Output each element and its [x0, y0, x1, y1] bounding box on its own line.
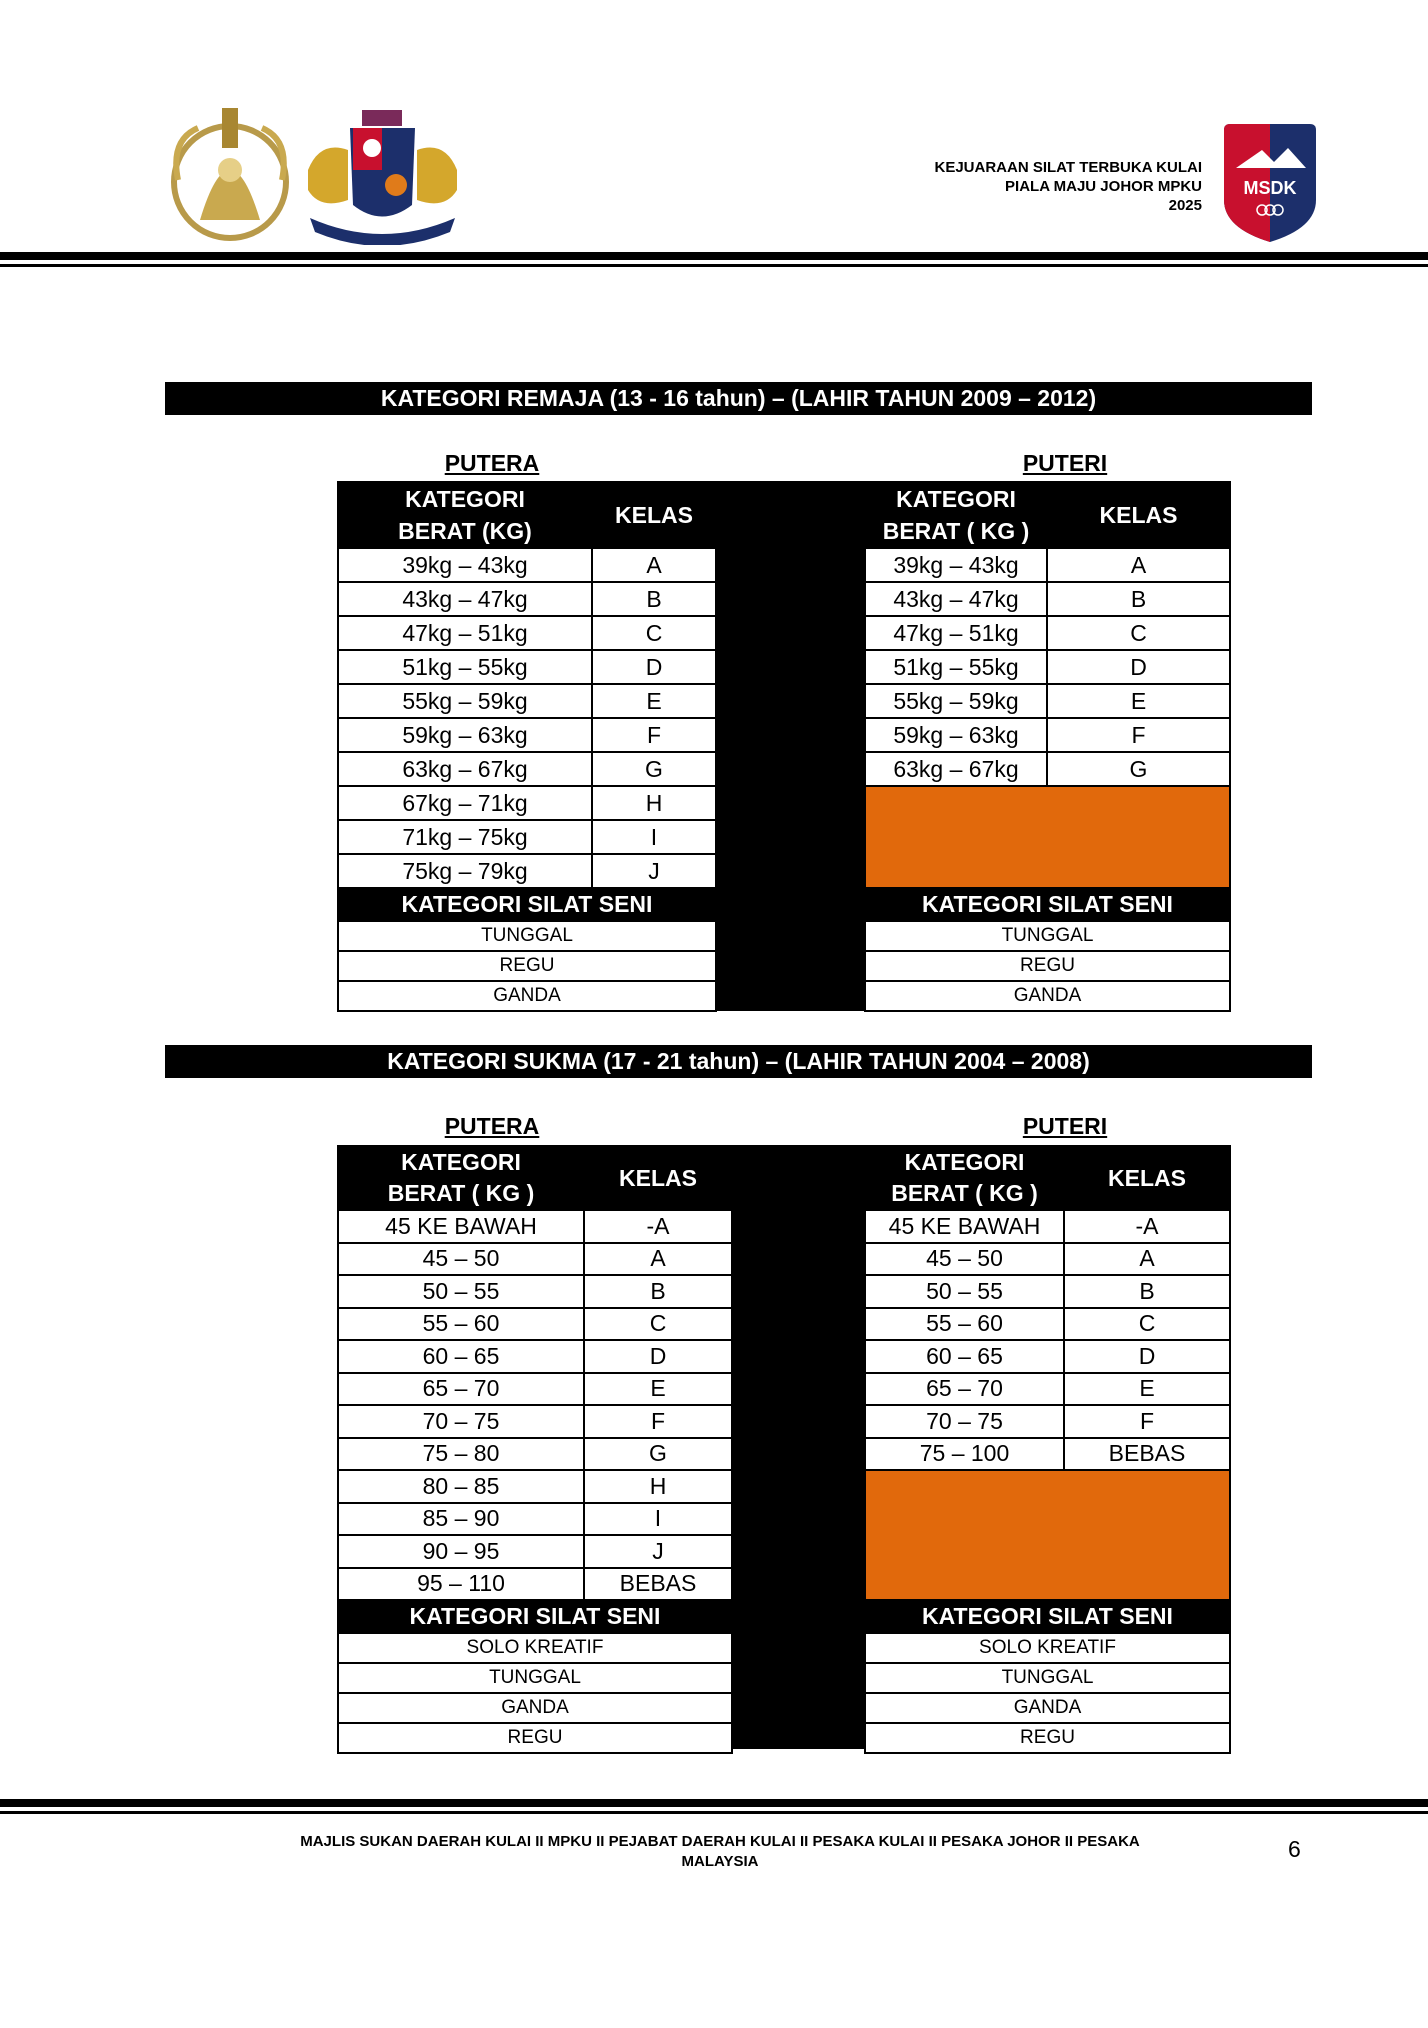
- weight-range-cell: 43kg – 47kg: [865, 582, 1047, 616]
- class-cell: C: [592, 616, 716, 650]
- event-header-text: [935, 158, 1203, 215]
- remaja-puteri-label: PUTERI: [1022, 450, 1108, 476]
- class-cell: H: [584, 1470, 732, 1503]
- class-cell: E: [1047, 684, 1230, 718]
- remaja-puteri-table: [864, 481, 1231, 1012]
- table-row: [338, 1275, 732, 1308]
- weight-header-line1: KATEGORI: [904, 1149, 1025, 1175]
- weight-range-cell: 59kg – 63kg: [338, 718, 592, 752]
- table-row: [338, 1308, 732, 1341]
- footer-line-2: MALAYSIA: [681, 1853, 759, 1870]
- class-cell: -A: [584, 1210, 732, 1243]
- sukma-putera-label: PUTERA: [444, 1113, 540, 1139]
- table-row: [865, 548, 1230, 582]
- majlis-perbandaran-kulai-logo: [300, 110, 465, 245]
- class-cell: I: [592, 820, 716, 854]
- class-cell: G: [584, 1438, 732, 1471]
- weight-header-line2: BERAT ( KG ): [387, 1180, 535, 1206]
- table-row: [338, 1340, 732, 1373]
- table-row: [865, 921, 1230, 951]
- weight-range-cell: 85 – 90: [338, 1503, 584, 1536]
- table-row: [338, 616, 716, 650]
- seni-event-cell: GANDA: [338, 1693, 732, 1723]
- weight-range-cell: 51kg – 55kg: [338, 650, 592, 684]
- table-row: [338, 1723, 732, 1753]
- table-row: [338, 1663, 732, 1693]
- class-cell: F: [1047, 718, 1230, 752]
- class-cell: A: [592, 548, 716, 582]
- weight-range-cell: 45 KE BAWAH: [338, 1210, 584, 1243]
- empty-category-filler: [865, 786, 1230, 888]
- table-row: [865, 752, 1230, 786]
- seni-event-cell: REGU: [338, 951, 716, 981]
- class-cell: C: [584, 1308, 732, 1341]
- table-row: [865, 1663, 1230, 1693]
- table-row: [865, 1210, 1230, 1243]
- table-row: [865, 650, 1230, 684]
- table-row: [338, 820, 716, 854]
- weight-range-cell: 45 KE BAWAH: [865, 1210, 1064, 1243]
- msdk-logo: [1222, 120, 1318, 244]
- weight-header-line2: BERAT ( KG ): [891, 1180, 1038, 1206]
- weight-header: [865, 1146, 1064, 1210]
- table-row: [338, 1693, 732, 1723]
- class-header: KELAS: [584, 1146, 732, 1210]
- table-row: [865, 684, 1230, 718]
- table-row: [865, 1723, 1230, 1753]
- class-cell: D: [592, 650, 716, 684]
- weight-range-cell: 63kg – 67kg: [865, 752, 1047, 786]
- weight-header: [338, 482, 592, 548]
- seni-event-cell: SOLO KREATIF: [338, 1633, 732, 1663]
- weight-range-cell: 70 – 75: [338, 1405, 584, 1438]
- table-row: [338, 548, 716, 582]
- class-cell: B: [1064, 1275, 1230, 1308]
- table-row: [865, 1693, 1230, 1723]
- kejuaraan-silat-logo: [160, 100, 300, 250]
- table-row: [865, 1243, 1230, 1276]
- class-header: KELAS: [1047, 482, 1230, 548]
- table-row: [338, 582, 716, 616]
- weight-range-cell: 70 – 75: [865, 1405, 1064, 1438]
- class-cell: BEBAS: [584, 1568, 732, 1601]
- table-row: [338, 684, 716, 718]
- table-row: [865, 616, 1230, 650]
- class-header: KELAS: [592, 482, 716, 548]
- table-row: [338, 752, 716, 786]
- class-cell: J: [592, 854, 716, 888]
- weight-header-line2: BERAT ( KG ): [882, 518, 1030, 544]
- seni-event-cell: TUNGGAL: [338, 921, 716, 951]
- weight-range-cell: 90 – 95: [338, 1535, 584, 1568]
- weight-range-cell: 51kg – 55kg: [865, 650, 1047, 684]
- table-row: [338, 1438, 732, 1471]
- class-cell: G: [1047, 752, 1230, 786]
- class-cell: E: [592, 684, 716, 718]
- table-row: [338, 1210, 732, 1243]
- table-row: [865, 718, 1230, 752]
- weight-range-cell: 80 – 85: [338, 1470, 584, 1503]
- header-divider-thin: [0, 264, 1428, 267]
- remaja-section-title: KATEGORI REMAJA (13 - 16 tahun) – (LAHIR TAHUN 2009 – 2012): [165, 382, 1312, 415]
- class-cell: H: [592, 786, 716, 820]
- table-row: [865, 951, 1230, 981]
- weight-range-cell: 50 – 55: [338, 1275, 584, 1308]
- table-row: [865, 1405, 1230, 1438]
- weight-range-cell: 55kg – 59kg: [865, 684, 1047, 718]
- seni-header: KATEGORI SILAT SENI: [338, 888, 716, 921]
- table-row: [865, 1633, 1230, 1663]
- table-row: [338, 1568, 732, 1601]
- header-line-2: PIALA MAJU JOHOR MPKU: [1005, 178, 1202, 195]
- weight-range-cell: 39kg – 43kg: [338, 548, 592, 582]
- table-row: [865, 1308, 1230, 1341]
- class-cell: A: [1047, 548, 1230, 582]
- class-cell: J: [584, 1535, 732, 1568]
- weight-range-cell: 75 – 80: [338, 1438, 584, 1471]
- table-row: [338, 1243, 732, 1276]
- seni-event-cell: REGU: [865, 1723, 1230, 1753]
- weight-range-cell: 45 – 50: [865, 1243, 1064, 1276]
- remaja-putera-table: [337, 481, 717, 1012]
- class-cell: C: [1064, 1308, 1230, 1341]
- table-row: [338, 1373, 732, 1406]
- weight-range-cell: 67kg – 71kg: [338, 786, 592, 820]
- weight-header-line1: KATEGORI: [896, 486, 1016, 512]
- weight-range-cell: 50 – 55: [865, 1275, 1064, 1308]
- table-row: [865, 1373, 1230, 1406]
- table-row: [338, 854, 716, 888]
- footer-divider-thin: [0, 1811, 1428, 1814]
- footer-divider: [0, 1799, 1428, 1807]
- weight-header: [865, 482, 1047, 548]
- weight-range-cell: 59kg – 63kg: [865, 718, 1047, 752]
- weight-header-line1: KATEGORI: [401, 1149, 521, 1175]
- weight-range-cell: 60 – 65: [865, 1340, 1064, 1373]
- seni-event-cell: REGU: [865, 951, 1230, 981]
- class-cell: -A: [1064, 1210, 1230, 1243]
- class-cell: D: [1064, 1340, 1230, 1373]
- table-row: [865, 582, 1230, 616]
- weight-header: [338, 1146, 584, 1210]
- class-cell: B: [1047, 582, 1230, 616]
- empty-category-filler: [865, 1470, 1230, 1600]
- weight-header-line1: KATEGORI: [405, 486, 525, 512]
- table-row: [865, 1438, 1230, 1471]
- seni-event-cell: GANDA: [338, 981, 716, 1011]
- class-cell: D: [584, 1340, 732, 1373]
- seni-event-cell: SOLO KREATIF: [865, 1633, 1230, 1663]
- sukma-puteri-label: PUTERI: [1022, 1113, 1108, 1139]
- weight-range-cell: 65 – 70: [865, 1373, 1064, 1406]
- header-line-3: 2025: [1168, 197, 1202, 214]
- seni-event-cell: GANDA: [865, 1693, 1230, 1723]
- weight-range-cell: 47kg – 51kg: [338, 616, 592, 650]
- class-cell: A: [1064, 1243, 1230, 1276]
- class-cell: E: [584, 1373, 732, 1406]
- class-header: KELAS: [1064, 1146, 1230, 1210]
- weight-range-cell: 43kg – 47kg: [338, 582, 592, 616]
- table-row: [338, 1405, 732, 1438]
- seni-event-cell: TUNGGAL: [338, 1663, 732, 1693]
- sukma-putera-table: [337, 1145, 733, 1754]
- weight-range-cell: 39kg – 43kg: [865, 548, 1047, 582]
- table-row: [338, 921, 716, 951]
- weight-range-cell: 71kg – 75kg: [338, 820, 592, 854]
- table-row: [865, 1340, 1230, 1373]
- sukma-puteri-table: [864, 1145, 1231, 1754]
- weight-range-cell: 75kg – 79kg: [338, 854, 592, 888]
- weight-range-cell: 63kg – 67kg: [338, 752, 592, 786]
- seni-header: KATEGORI SILAT SENI: [865, 888, 1230, 921]
- weight-range-cell: 75 – 100: [865, 1438, 1064, 1471]
- class-cell: F: [592, 718, 716, 752]
- class-cell: F: [584, 1405, 732, 1438]
- header-divider: [0, 252, 1428, 260]
- seni-header: KATEGORI SILAT SENI: [338, 1600, 732, 1633]
- table-row: [338, 1470, 732, 1503]
- table-row: [338, 718, 716, 752]
- table-row: [338, 1503, 732, 1536]
- weight-range-cell: 65 – 70: [338, 1373, 584, 1406]
- table-row: [338, 786, 716, 820]
- class-cell: A: [584, 1243, 732, 1276]
- seni-header: KATEGORI SILAT SENI: [865, 1600, 1230, 1633]
- seni-event-cell: TUNGGAL: [865, 921, 1230, 951]
- remaja-putera-label: PUTERA: [444, 450, 540, 476]
- footer-line-1: MAJLIS SUKAN DAERAH KULAI II MPKU II PEJABAT DAERAH KULAI II PESAKA KULAI II PESAKA JOHOR II PESAKA: [300, 1833, 1140, 1850]
- weight-range-cell: 60 – 65: [338, 1340, 584, 1373]
- class-cell: D: [1047, 650, 1230, 684]
- class-cell: B: [584, 1275, 732, 1308]
- table-row: [338, 650, 716, 684]
- class-cell: C: [1047, 616, 1230, 650]
- table-row: [865, 981, 1230, 1011]
- table-row: [338, 1535, 732, 1568]
- weight-range-cell: 95 – 110: [338, 1568, 584, 1601]
- page-number: 6: [1288, 1836, 1301, 1862]
- weight-header-line2: BERAT (KG): [398, 518, 532, 544]
- class-cell: BEBAS: [1064, 1438, 1230, 1471]
- header-line-1: KEJUARAAN SILAT TERBUKA KULAI: [934, 159, 1202, 176]
- sukma-section-title: KATEGORI SUKMA (17 - 21 tahun) – (LAHIR TAHUN 2004 – 2008): [165, 1045, 1312, 1078]
- table-row: [338, 1633, 732, 1663]
- weight-range-cell: 55 – 60: [865, 1308, 1064, 1341]
- seni-event-cell: GANDA: [865, 981, 1230, 1011]
- msdk-logo-text: MSDK: [1243, 178, 1297, 198]
- weight-range-cell: 55 – 60: [338, 1308, 584, 1341]
- table-row: [865, 1275, 1230, 1308]
- weight-range-cell: 47kg – 51kg: [865, 616, 1047, 650]
- weight-range-cell: 55kg – 59kg: [338, 684, 592, 718]
- footer-organizers: [205, 1832, 1235, 1872]
- class-cell: B: [592, 582, 716, 616]
- seni-event-cell: TUNGGAL: [865, 1663, 1230, 1693]
- class-cell: G: [592, 752, 716, 786]
- class-cell: I: [584, 1503, 732, 1536]
- class-cell: E: [1064, 1373, 1230, 1406]
- weight-range-cell: 45 – 50: [338, 1243, 584, 1276]
- class-cell: F: [1064, 1405, 1230, 1438]
- table-row: [338, 981, 716, 1011]
- seni-event-cell: REGU: [338, 1723, 732, 1753]
- table-row: [338, 951, 716, 981]
